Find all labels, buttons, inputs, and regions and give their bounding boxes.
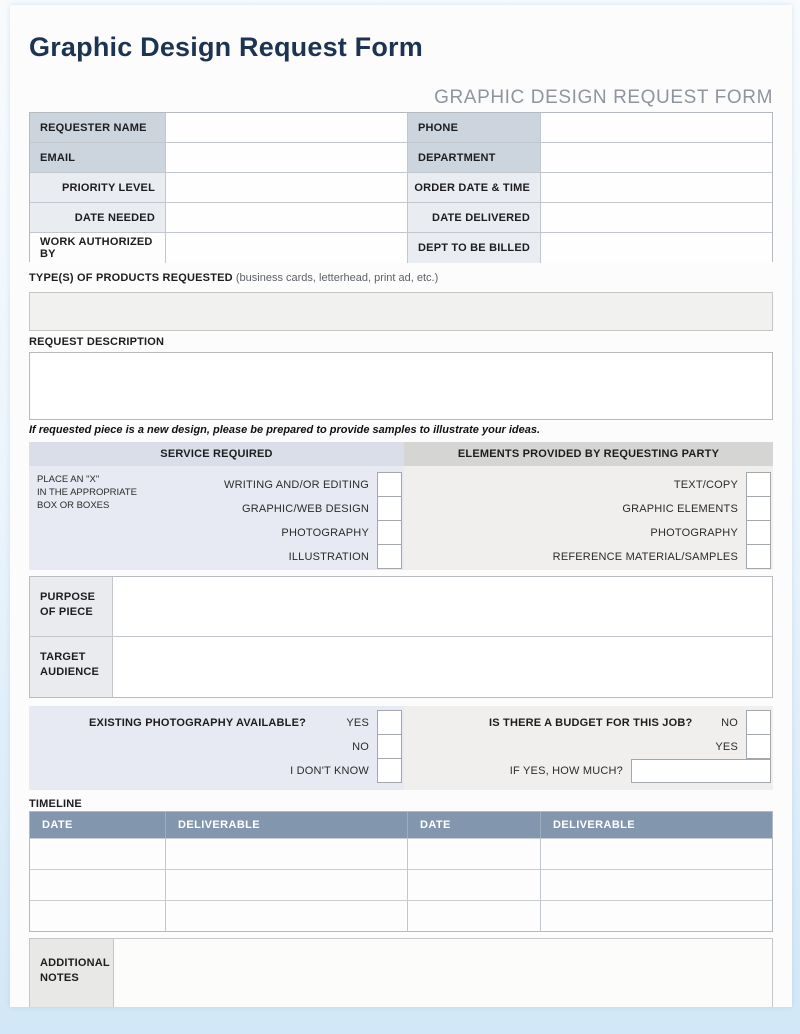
form-subtitle: GRAPHIC DESIGN REQUEST FORM — [434, 87, 773, 108]
services-body — [29, 466, 773, 570]
service-photography-label: PHOTOGRAPHY — [281, 526, 369, 539]
additional-notes-input[interactable] — [114, 939, 772, 1007]
timeline-cell[interactable] — [541, 839, 772, 869]
timeline-cell[interactable] — [408, 901, 541, 931]
budget-no-label: NO — [721, 716, 738, 729]
target-audience-input[interactable] — [113, 637, 772, 697]
priority-level-input[interactable] — [166, 173, 408, 202]
products-requested-input[interactable] — [29, 292, 773, 331]
table-row — [30, 143, 772, 173]
photography-row — [29, 758, 404, 783]
element-reference-material-label: REFERENCE MATERIAL/SAMPLES — [552, 550, 738, 563]
new-design-note: If requested piece is a new design, please be prepared to provide samples to illustrate your ideas. — [29, 424, 541, 436]
date-needed-input[interactable] — [166, 203, 408, 232]
products-requested-title: TYPE(S) OF PRODUCTS REQUESTED — [29, 272, 233, 284]
service-row — [151, 472, 404, 497]
department-input[interactable] — [541, 143, 772, 172]
timeline-date-header: DATE — [30, 812, 166, 838]
purpose-of-piece-label: PURPOSE OF PIECE — [30, 577, 113, 636]
element-photography-label: PHOTOGRAPHY — [650, 526, 738, 539]
timeline-cell[interactable] — [30, 870, 166, 900]
photography-yes-label: YES — [346, 716, 369, 729]
service-row — [151, 520, 404, 545]
request-description-input[interactable] — [29, 352, 773, 420]
additional-notes-section — [29, 938, 773, 1007]
timeline-row — [30, 900, 772, 931]
table-row — [30, 637, 772, 697]
element-row — [404, 472, 773, 497]
table-row — [30, 233, 772, 263]
service-photography-checkbox[interactable] — [377, 520, 402, 545]
photography-row — [29, 734, 404, 759]
service-items — [151, 472, 404, 570]
table-row — [30, 173, 772, 203]
target-audience-label: TARGET AUDIENCE — [30, 637, 113, 697]
timeline-cell[interactable] — [166, 870, 408, 900]
element-graphic-elements-label: GRAPHIC ELEMENTS — [622, 502, 738, 515]
purpose-audience-table — [29, 576, 773, 698]
email-input[interactable] — [166, 143, 408, 172]
element-row — [404, 496, 773, 521]
timeline-cell[interactable] — [541, 870, 772, 900]
timeline-row — [30, 869, 772, 900]
table-row — [30, 203, 772, 233]
timeline-cell[interactable] — [30, 839, 166, 869]
photography-panel — [29, 706, 404, 790]
element-row — [404, 520, 773, 545]
element-reference-material-checkbox[interactable] — [746, 544, 771, 569]
phone-label: PHONE — [408, 113, 541, 142]
budget-question: IS THERE A BUDGET FOR THIS JOB? — [489, 716, 693, 729]
photography-dont-know-checkbox[interactable] — [377, 758, 402, 783]
dept-to-be-billed-label: DEPT TO BE BILLED — [408, 233, 541, 263]
department-label: DEPARTMENT — [408, 143, 541, 172]
request-description-label: REQUEST DESCRIPTION — [29, 336, 165, 348]
timeline-cell[interactable] — [166, 901, 408, 931]
email-label: EMAIL — [30, 143, 166, 172]
service-required-header: SERVICE REQUIRED — [29, 442, 404, 466]
date-delivered-label: DATE DELIVERED — [408, 203, 541, 232]
additional-notes-label: ADDITIONAL NOTES — [30, 939, 114, 1007]
timeline-deliverable-header: DELIVERABLE — [553, 819, 636, 831]
timeline-label: TIMELINE — [29, 798, 82, 810]
timeline-header-row — [30, 812, 772, 838]
photography-no-checkbox[interactable] — [377, 734, 402, 759]
budget-yes-label: YES — [715, 740, 738, 753]
elements-provided-panel — [404, 466, 773, 570]
element-text-copy-label: TEXT/COPY — [673, 478, 738, 491]
budget-panel — [404, 706, 773, 790]
element-row — [404, 544, 773, 569]
photography-budget-section — [29, 706, 773, 790]
dept-to-be-billed-input[interactable] — [541, 233, 772, 263]
requester-name-input[interactable] — [166, 113, 408, 142]
element-photography-checkbox[interactable] — [746, 520, 771, 545]
budget-amount-input[interactable] — [631, 759, 771, 783]
element-text-copy-checkbox[interactable] — [746, 472, 771, 497]
service-graphic-web-design-checkbox[interactable] — [377, 496, 402, 521]
photography-row — [29, 710, 404, 735]
table-row — [30, 577, 772, 637]
timeline-date-header: DATE — [408, 812, 541, 838]
timeline-cell[interactable] — [541, 901, 772, 931]
service-writing-editing-label: WRITING AND/OR EDITING — [224, 478, 369, 491]
service-writing-editing-checkbox[interactable] — [377, 472, 402, 497]
order-date-time-label: ORDER DATE & TIME — [408, 173, 541, 202]
service-required-panel — [29, 466, 404, 570]
info-table — [29, 112, 773, 262]
products-requested-label — [29, 272, 773, 288]
date-needed-label: DATE NEEDED — [30, 203, 166, 232]
budget-amount-label: IF YES, HOW MUCH? — [509, 764, 623, 777]
products-requested-hint: (business cards, letterhead, print ad, etc.) — [235, 272, 439, 284]
existing-photography-question: EXISTING PHOTOGRAPHY AVAILABLE? — [89, 716, 307, 729]
photography-yes-checkbox[interactable] — [377, 710, 402, 735]
form-page — [10, 5, 792, 1007]
work-authorized-by-label: WORK AUTHORIZED BY — [30, 233, 166, 263]
instruction-line: PLACE AN "X" — [37, 474, 100, 485]
timeline-table — [29, 811, 773, 932]
date-delivered-input[interactable] — [541, 203, 772, 232]
timeline-cell[interactable] — [30, 901, 166, 931]
work-authorized-by-input[interactable] — [166, 233, 408, 263]
place-x-instruction — [29, 472, 151, 570]
elements-provided-header: ELEMENTS PROVIDED BY REQUESTING PARTY — [404, 442, 773, 466]
services-section — [29, 442, 773, 570]
service-illustration-checkbox[interactable] — [377, 544, 402, 569]
timeline-row — [30, 838, 772, 869]
timeline-cell[interactable] — [166, 839, 408, 869]
table-row — [30, 113, 772, 143]
services-header-row — [29, 442, 773, 466]
phone-input[interactable] — [541, 113, 772, 142]
timeline-cell[interactable] — [408, 839, 541, 869]
order-date-time-input[interactable] — [541, 173, 772, 202]
budget-row — [404, 758, 773, 783]
element-graphic-elements-checkbox[interactable] — [746, 496, 771, 521]
timeline-cell[interactable] — [408, 870, 541, 900]
purpose-of-piece-input[interactable] — [113, 577, 772, 636]
budget-yes-checkbox[interactable] — [746, 734, 771, 759]
timeline-deliverable-header: DELIVERABLE — [166, 812, 408, 838]
priority-level-label: PRIORITY LEVEL — [30, 173, 166, 202]
service-row — [151, 544, 404, 569]
budget-row — [404, 710, 773, 735]
service-row — [151, 496, 404, 521]
requester-name-label: REQUESTER NAME — [30, 113, 166, 142]
service-illustration-label: ILLUSTRATION — [288, 550, 369, 563]
instruction-line: BOX OR BOXES — [37, 499, 110, 511]
budget-no-checkbox[interactable] — [746, 710, 771, 735]
page-title: Graphic Design Request Form — [29, 32, 423, 62]
budget-row — [404, 734, 773, 759]
photography-dont-know-label: I DON'T KNOW — [290, 764, 369, 777]
instruction-line: IN THE APPROPRIATE — [37, 486, 137, 498]
photography-no-label: NO — [352, 740, 369, 753]
service-graphic-web-design-label: GRAPHIC/WEB DESIGN — [241, 502, 369, 515]
